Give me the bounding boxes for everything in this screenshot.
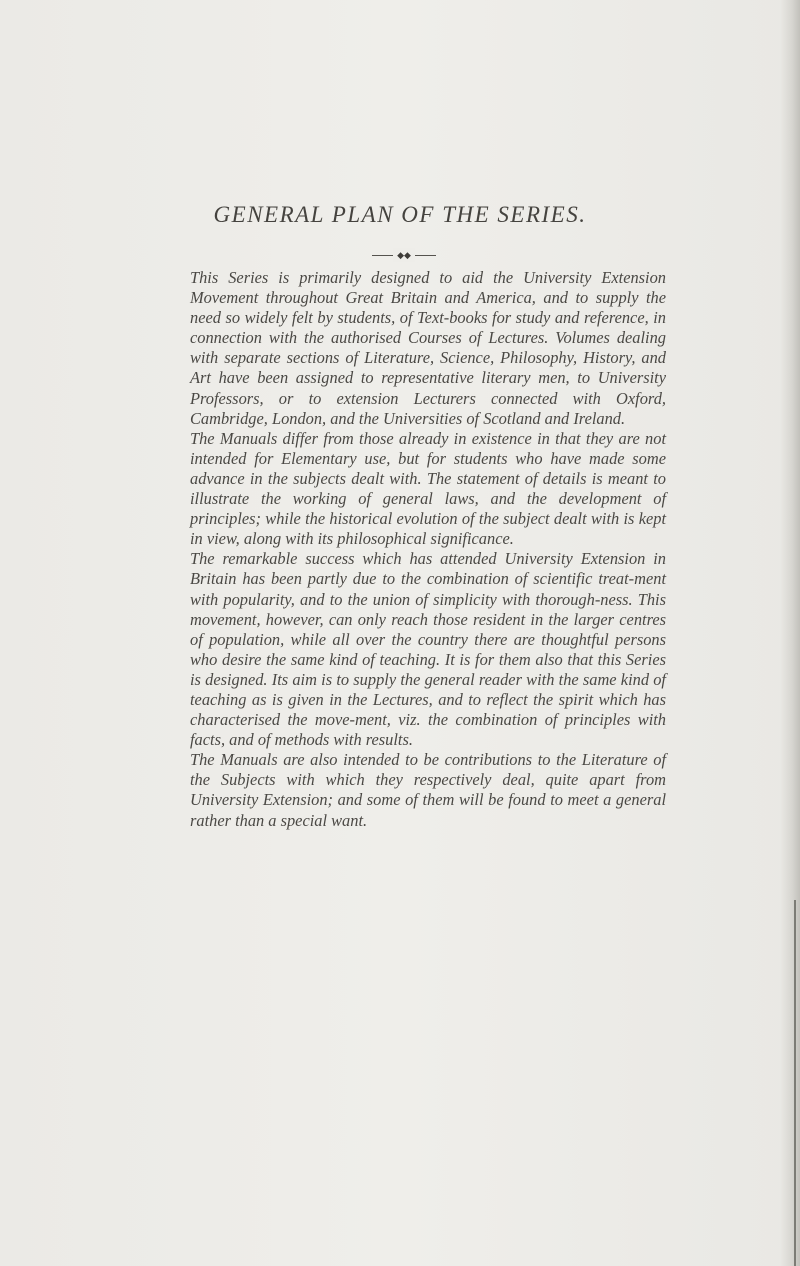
paragraph-4: The Manuals are also intended to be contributions to the Literature of the Subjects with which they respectively deal, quite apart from University Extension; and some of them will be found to meet a general rather than a special want. xyxy=(190,750,666,830)
body-text xyxy=(190,268,666,831)
paragraph-2: The Manuals differ from those already in existence in that they are not intended for Elementary use, but for students who have made some advance in the subjects dealt with. The statement of details is meant to illustrate the working of general laws, and the development of principles; while the historical evolution of the subject dealt with is kept in view, along with its philosophical significance. xyxy=(190,428,666,549)
page-edge-line xyxy=(794,900,796,1266)
page-edge-shadow xyxy=(780,0,800,1266)
divider-ornament: ◆◆ xyxy=(393,248,415,262)
page-title: GENERAL PLAN OF THE SERIES. xyxy=(213,202,587,227)
paragraph-3: The remarkable success which has attended University Extension in Britain has been partly due to the combination of scientific treat-ment with popularity, and to the union of simplicity with thorough-ness. This movement, however, can only reach those resident in the larger centres of population, while all over the country there are thoughtful persons who desire the same kind of teaching. It is for them also that this Series is designed. Its aim is to supply the general reader with the same kind of teaching as is given in the Lectures, and to reflect the spirit which has characterised the move-ment, viz. the combination of principles with facts, and of methods with results. xyxy=(190,549,666,750)
paragraph-1: This Series is primarily designed to aid the University Extension Movement throughout Great Britain and America, and to supply the need so widely felt by students, of Text-books for study and reference, in connection with the authorised Courses of Lectures. Volumes dealing with separate sections of Literature, Science, Philosophy, History, and Art have been assigned to representative literary men, to University Professors, or to extension Lecturers connected with Oxford, Cambridge, London, and the Universities of Scotland and Ireland. xyxy=(190,268,666,428)
